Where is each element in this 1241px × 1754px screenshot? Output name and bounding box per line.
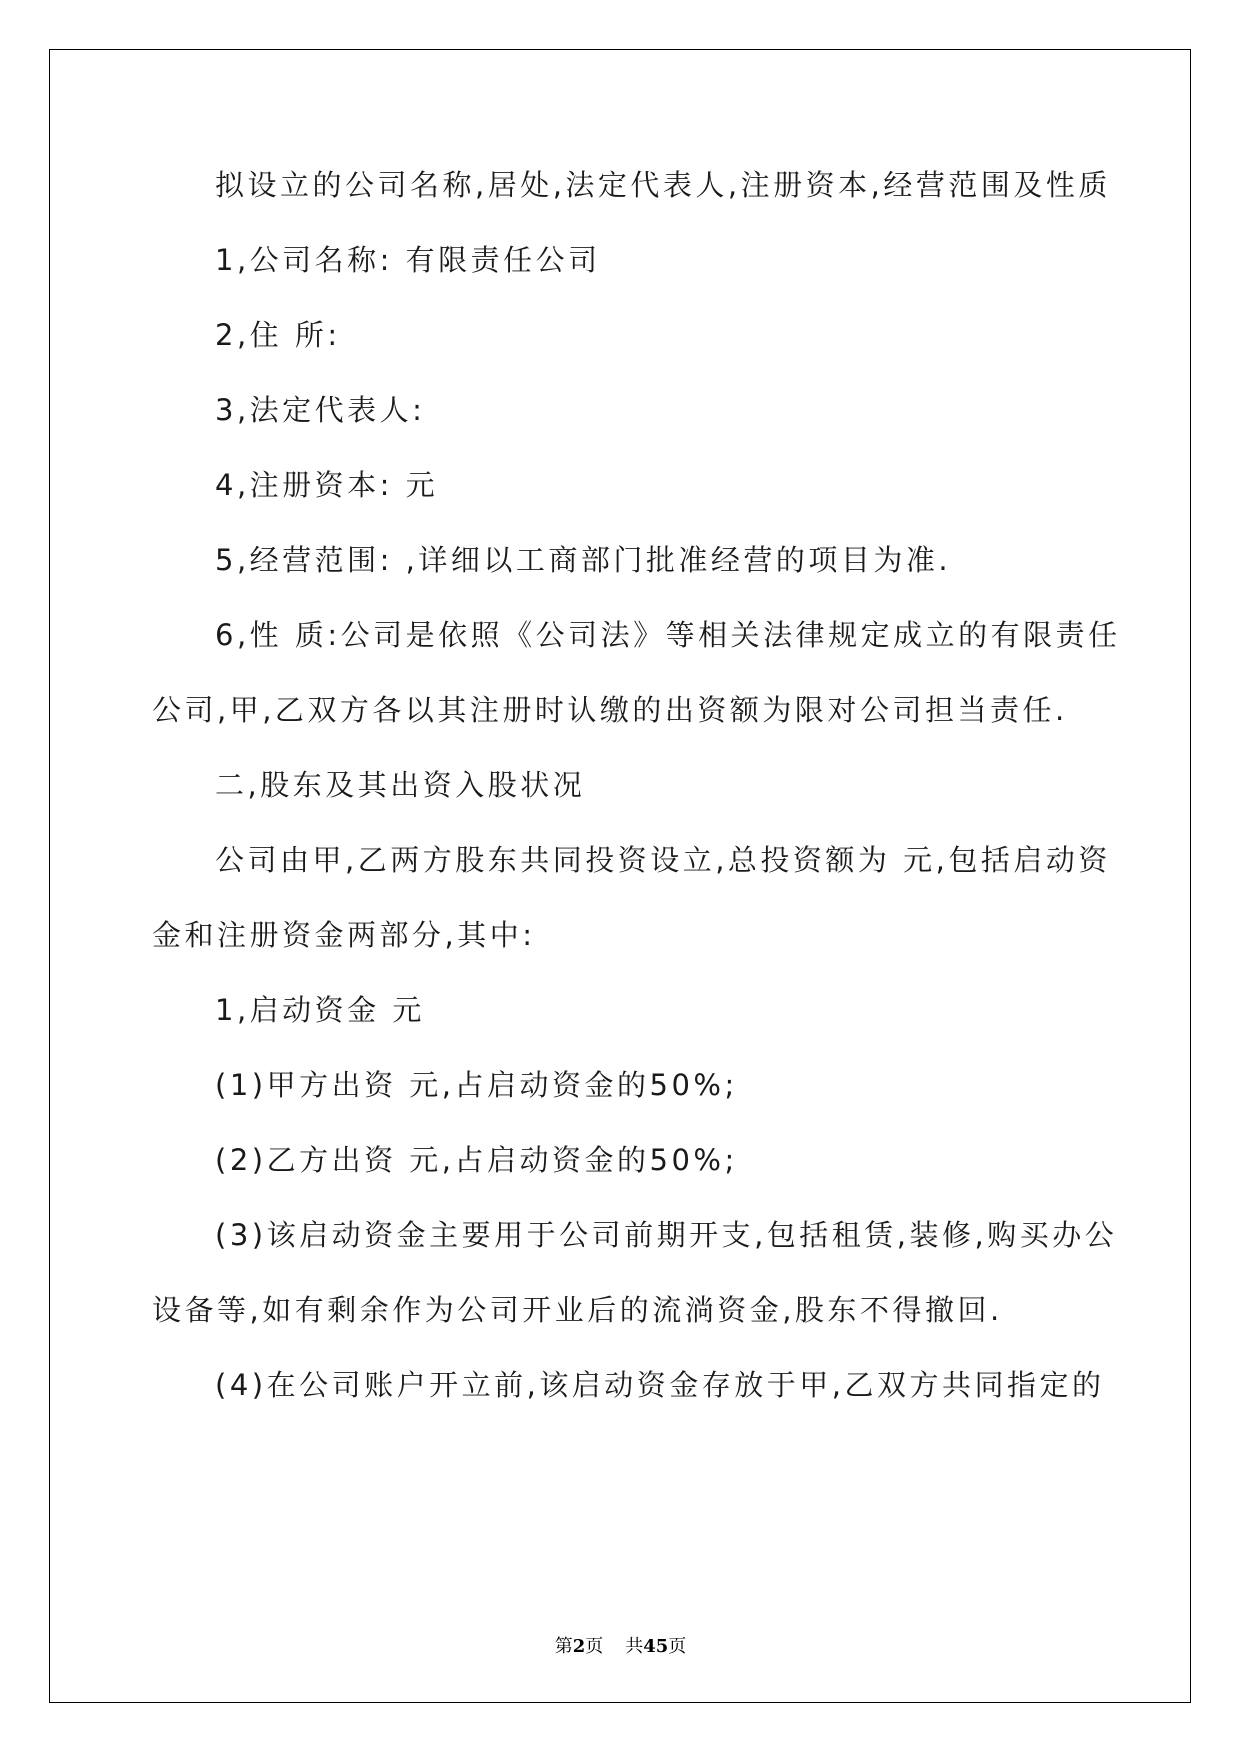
- paragraph-line: (2)乙方出资 元,占启动资金的50%;: [215, 1143, 738, 1177]
- paragraph-line: 4,注册资本: 元: [215, 468, 439, 502]
- paragraph-line: 公司,甲,乙双方各以其注册时认缴的出资额为限对公司担当责任.: [152, 693, 1068, 727]
- paragraph-line: (1)甲方出资 元,占启动资金的50%;: [215, 1068, 738, 1102]
- page-prefix: 第: [554, 1636, 573, 1657]
- paragraph-line: (3)该启动资金主要用于公司前期开支,包括租赁,装修,购买办公: [215, 1218, 1118, 1252]
- paragraph-line: 金和注册资金两部分,其中:: [152, 918, 536, 952]
- page-footer: [0, 1636, 1241, 1658]
- paragraph-line: 拟设立的公司名称,居处,法定代表人,注册资本,经营范围及性质: [215, 168, 1111, 202]
- total-prefix: 共: [625, 1636, 644, 1657]
- paragraph-line: 设备等,如有剩余作为公司开业后的流淌资金,股东不得撤回.: [152, 1293, 1003, 1327]
- paragraph-line: 1,公司名称: 有限责任公司: [215, 243, 601, 277]
- total-unit: 页: [668, 1636, 687, 1657]
- paragraph-line: 公司由甲,乙两方股东共同投资设立,总投资额为 元,包括启动资: [215, 843, 1111, 877]
- page-number: 2: [572, 1636, 586, 1657]
- paragraph-line: (4)在公司账户开立前,该启动资金存放于甲,乙双方共同指定的: [215, 1368, 1105, 1402]
- paragraph-line: 5,经营范围: ,详细以工商部门批准经营的项目为准.: [215, 543, 952, 577]
- paragraph-line: 6,性 质:公司是依照《公司法》等相关法律规定成立的有限责任: [215, 618, 1121, 652]
- paragraph-line: 2,住 所:: [215, 318, 341, 352]
- paragraph-line: 3,法定代表人:: [215, 393, 426, 427]
- page-unit: 页: [585, 1636, 604, 1657]
- section-heading: 二,股东及其出资入股状况: [215, 768, 586, 802]
- paragraph-line: 1,启动资金 元: [215, 993, 425, 1027]
- total-pages: 45: [643, 1636, 669, 1657]
